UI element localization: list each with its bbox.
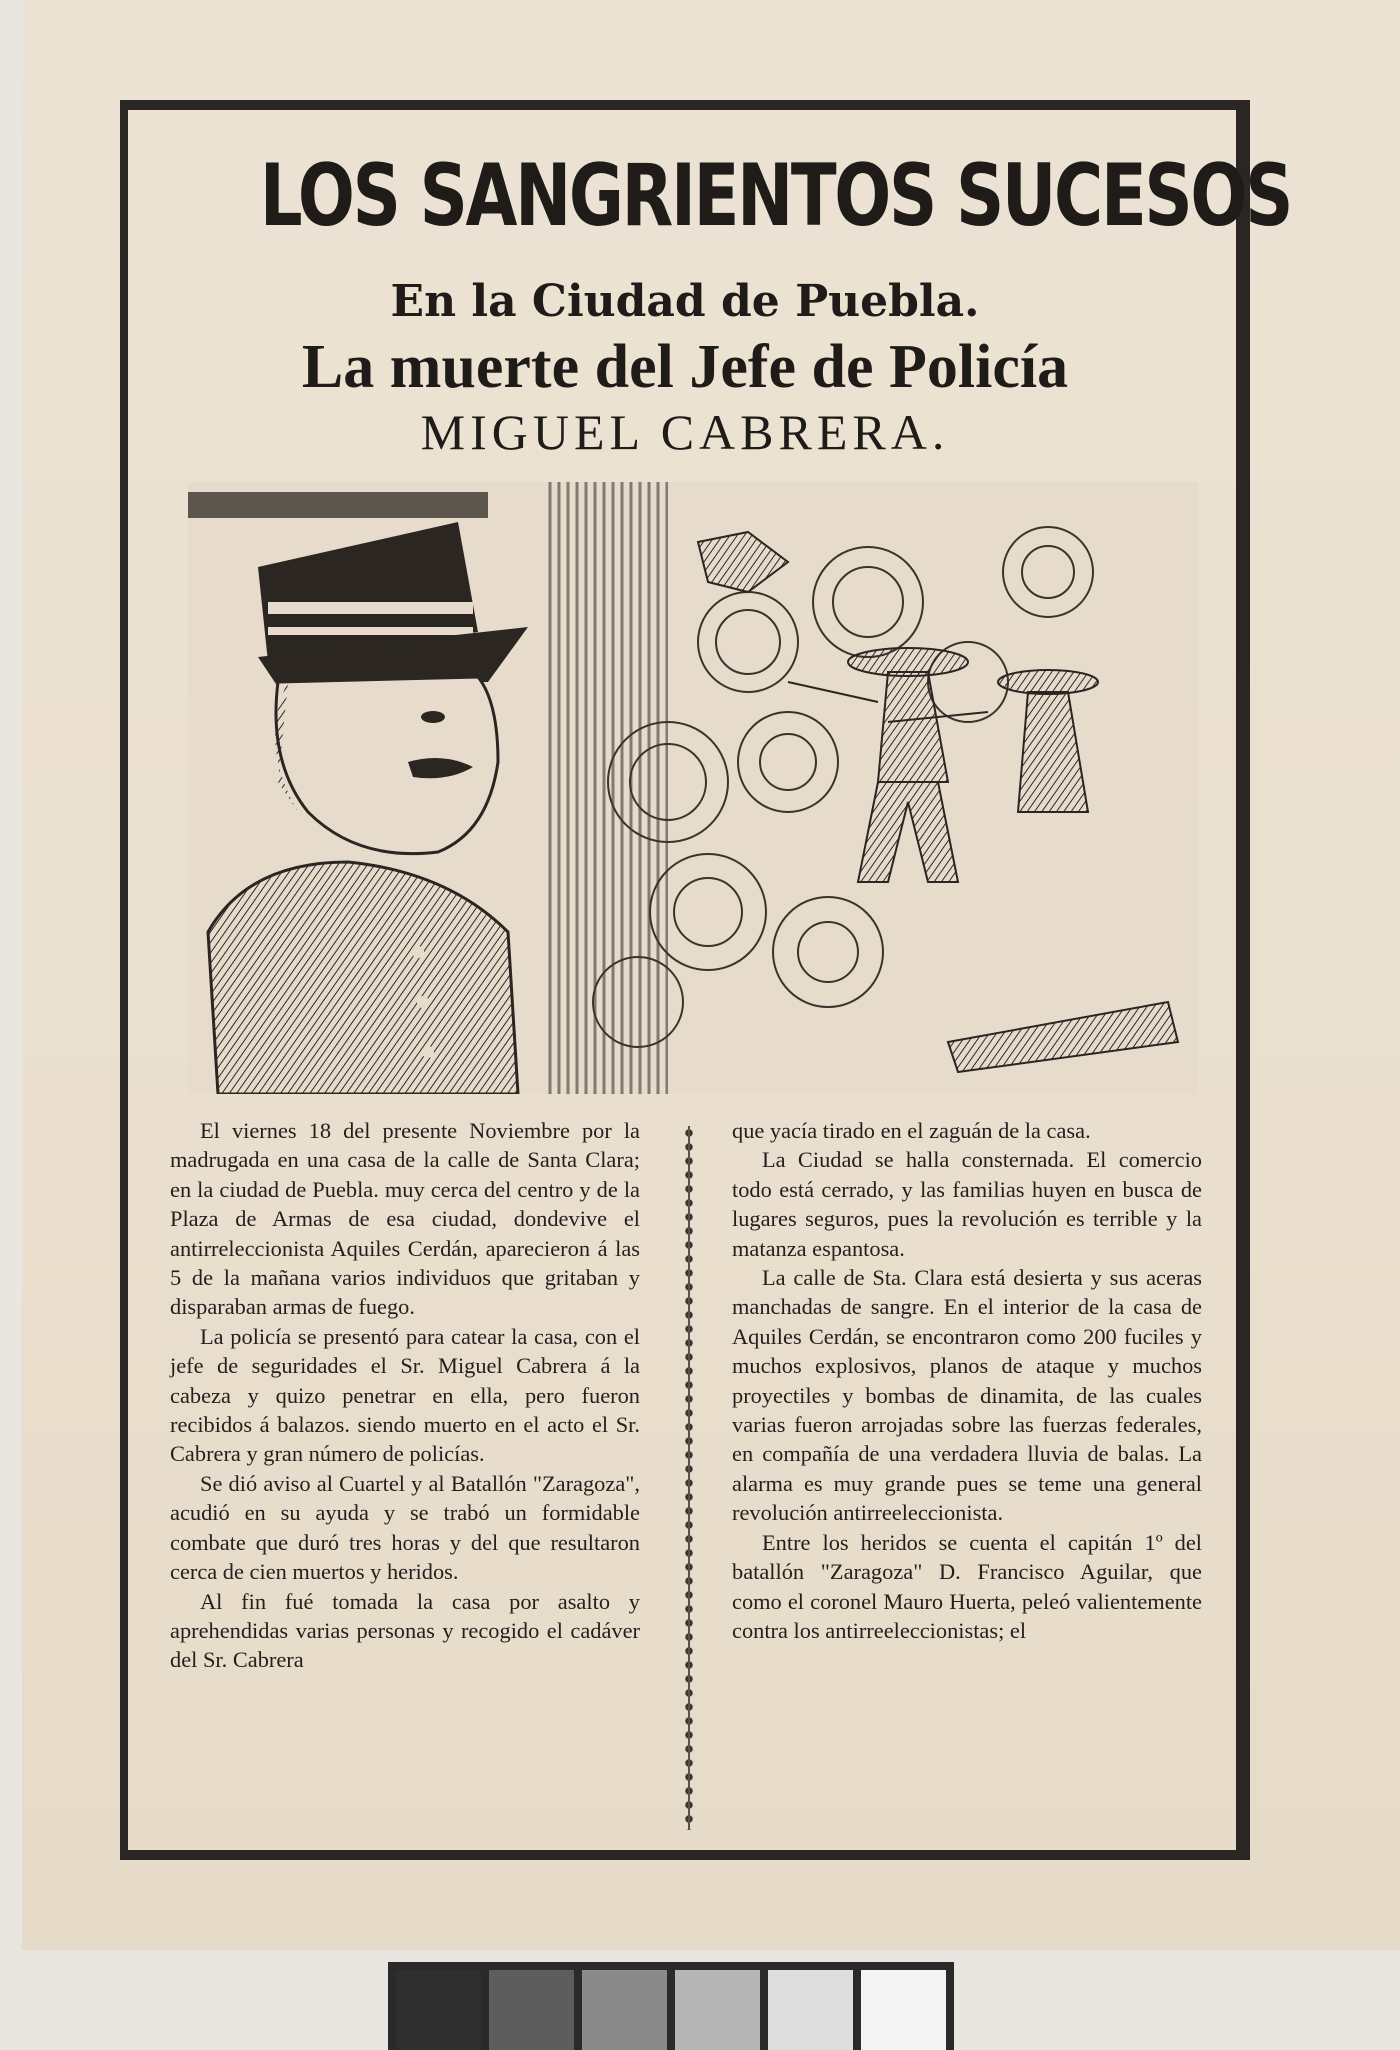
subheadline: En la Ciudad de Puebla. (390, 276, 980, 327)
gray-patch (396, 1970, 481, 2050)
paragraph: Entre los heridos se cuenta el capitán 1º del batallón "Zaragoza" D. Francisco Aguilar, que como el coronel Mauro Huerta, peleó valientemente contra los antirreeleccionistas; el (732, 1529, 1202, 1643)
paragraph: Se dió aviso al Cuartel y al Batallón "Zaragoza", acudió en su ayuda y se trabó un formidable combate que duró tres horas y del que resultaron cerca de cien muertos y heridos. (170, 1470, 640, 1585)
gray-patch (489, 1970, 574, 2050)
gray-patch (675, 1970, 760, 2050)
gray-patch (582, 1970, 667, 2050)
text-column-left (170, 1116, 640, 1675)
paragraph: La Ciudad se halla consternada. El comercio todo está cerrado, y las familias huyen en busca de lugares seguros, pues la revolución es terrible y la matanza espantosa. (732, 1147, 1202, 1261)
color-checker-strip (388, 1962, 954, 2050)
ornamental-column-divider (676, 1126, 702, 1830)
paragraph: La calle de Sta. Clara está desierta y sus aceras manchadas de sangre. En el interior de la casa de Aquiles Cerdán, se encontraron como 200 fuciles y muchos explosivos, planos de ataque y muchos proyectiles y bombas de dinamita, de las cuales varias fueron arrojadas sobre las fuerzas federales, en compañía de una verdadera lluvia de balas. La alarma es muy grande pues se teme una general revolución antirreeleccionista. (732, 1265, 1202, 1526)
paragraph: que yacía tirado en el zaguán de la casa. (732, 1118, 1091, 1143)
text-column-right (732, 1116, 1202, 1645)
name-title: MIGUEL CABRERA. (420, 404, 950, 460)
title: La muerte del Jefe de Policía (301, 333, 1069, 401)
headline: LOS SANGRIENTOS SUCESOS (259, 146, 1292, 246)
paragraph: La policía se presentó para catear la casa, con el jefe de seguridades el Sr. Miguel Cabrera á la cabeza y quizo penetrar en ella, pero fueron recibidos á balazos. siendo muerto en el acto el Sr. Cabrera y gran número de policías. (170, 1323, 640, 1467)
engraving-illustration (188, 482, 1198, 1094)
paragraph: Al fin fué tomada la casa por asalto y aprehendidas varias personas y recogido el cadáver del Sr. Cabrera (170, 1588, 640, 1673)
gray-patch (768, 1970, 853, 2050)
gray-patch (861, 1970, 946, 2050)
paragraph: El viernes 18 del presente Noviembre por la madrugada en una casa de la calle de Santa Clara; en la ciudad de Puebla. muy cerca del centro y de la Plaza de Armas de esa ciudad, dondevive el antirreleccionista Aquiles Cerdán, aparecieron á las 5 de la mañana varios individuos que gritaban y disparaban armas de fuego. (170, 1118, 640, 1320)
